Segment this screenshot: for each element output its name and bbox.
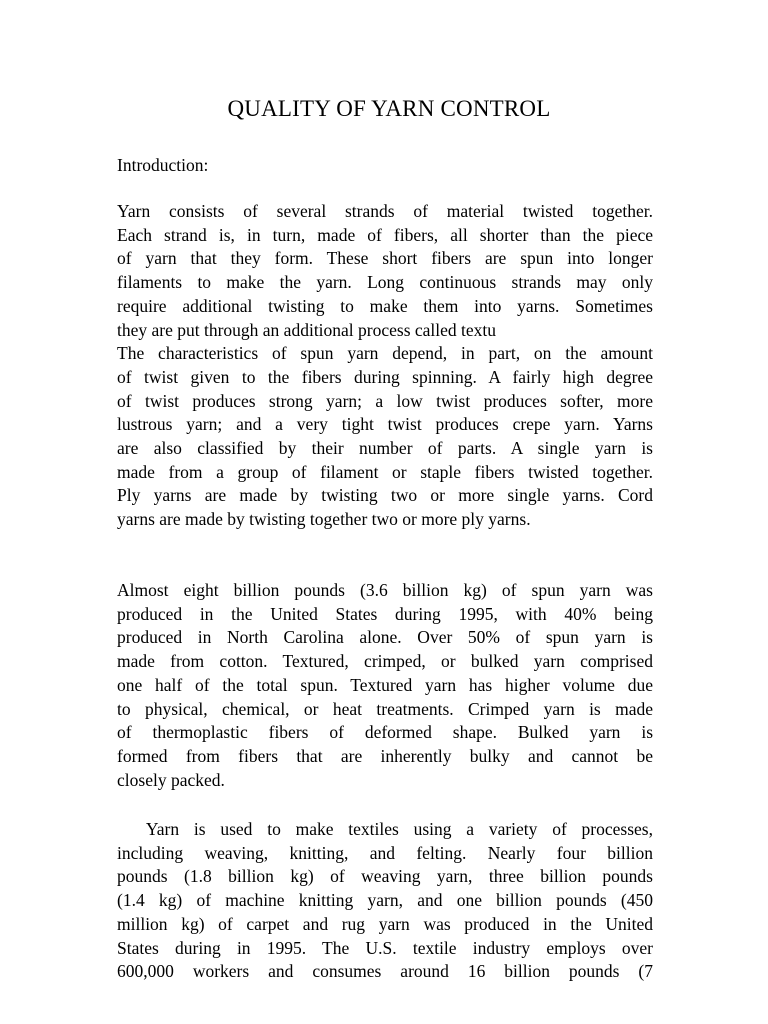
text-line: of thermoplastic fibers of deformed shape. Bulked yarn is bbox=[117, 722, 653, 743]
text-line: closely packed. bbox=[117, 769, 225, 790]
text-line: to physical, chemical, or heat treatments. Crimped yarn is made bbox=[117, 698, 653, 719]
document-title: QUALITY OF YARN CONTROL bbox=[227, 96, 551, 121]
text-line: million kg) of carpet and rug yarn was produced in the United bbox=[117, 913, 653, 934]
text-line: made from a group of filament or staple fibers twisted together. bbox=[117, 461, 653, 482]
text-line: require additional twisting to make them into yarns. Sometimes bbox=[117, 295, 653, 316]
text-line: 600,000 workers and consumes around 16 billion pounds (7 bbox=[117, 961, 653, 982]
text-line: Almost eight billion pounds (3.6 billion kg) of spun yarn was bbox=[117, 580, 653, 600]
text-line: Each strand is, in turn, made of fibers, all shorter than the piece bbox=[117, 224, 653, 245]
intro-heading: Introduction: bbox=[117, 155, 209, 175]
paragraph-yarn-uses bbox=[117, 818, 653, 984]
text-line: Yarn consists of several strands of material twisted together. bbox=[117, 201, 653, 221]
text-line: are also classified by their number of parts. A single yarn is bbox=[117, 438, 653, 459]
text-line: including weaving, knitting, and felting. Nearly four billion bbox=[117, 842, 653, 863]
text-line: of twist given to the fibers during spinning. A fairly high degree bbox=[117, 366, 653, 387]
text-line: of yarn that they form. These short fibers are spun into longer bbox=[117, 248, 653, 269]
text-line: formed from fibers that are inherently bulky and cannot be bbox=[117, 745, 653, 766]
paragraph-spun-yarn-production bbox=[117, 579, 653, 792]
text-line: (1.4 kg) of machine knitting yarn, and one billion pounds (450 bbox=[117, 890, 653, 911]
text-line: The characteristics of spun yarn depend, in part, on the amount bbox=[117, 343, 653, 364]
text-line: filaments to make the yarn. Long continuous strands may only bbox=[117, 272, 653, 293]
text-line: yarns are made by twisting together two or more ply yarns. bbox=[117, 509, 531, 530]
text-line: States during in 1995. The U.S. textile industry employs over bbox=[117, 937, 653, 958]
text-line: Ply yarns are made by twisting two or more single yarns. Cord bbox=[117, 485, 653, 506]
text-line: pounds (1.8 billion kg) of weaving yarn, three billion pounds bbox=[117, 866, 653, 887]
text-line: produced in North Carolina alone. Over 50% of spun yarn is bbox=[117, 627, 653, 648]
text-line: made from cotton. Textured, crimped, or bulked yarn comprised bbox=[117, 651, 653, 672]
text-line: of twist produces strong yarn; a low twist produces softer, more bbox=[117, 390, 653, 411]
text-line: one half of the total spun. Textured yarn has higher volume due bbox=[117, 674, 653, 695]
text-line: produced in the United States during 1995, with 40% being bbox=[117, 603, 653, 624]
paragraph-yarn-composition bbox=[117, 200, 653, 532]
text-line: lustrous yarn; and a very tight twist produces crepe yarn. Yarns bbox=[117, 414, 653, 435]
text-line: Yarn is used to make textiles using a variety of processes, bbox=[117, 819, 653, 839]
text-line: they are put through an additional process called textu bbox=[117, 319, 497, 340]
